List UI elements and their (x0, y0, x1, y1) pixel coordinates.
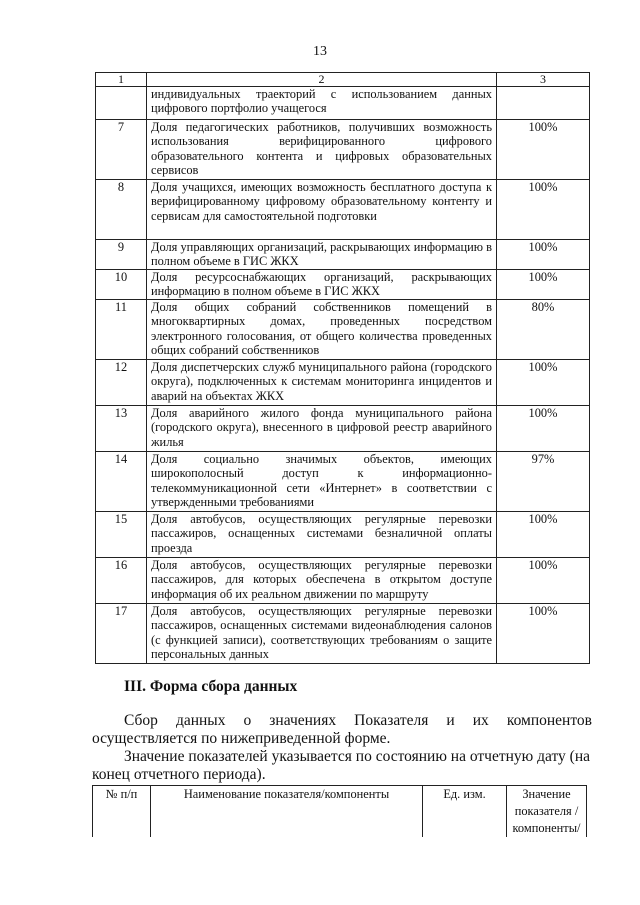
row-text: Доля педагогических работников, получивших возможность использования верифицированного цифрового образовательного контента и цифровых образовательных сервисов (147, 120, 497, 180)
table-row (96, 558, 590, 604)
row-number: 16 (96, 558, 147, 604)
row-value: 100% (497, 240, 590, 270)
row-number: 17 (96, 604, 147, 664)
form-header-number: № п/п (93, 786, 151, 838)
form-header-name: Наименование показателя/компоненты (151, 786, 423, 838)
header-col-1: 1 (96, 73, 147, 87)
row-text: Доля социально значимых объектов, имеющих широкополосный доступ к информационно-телекоммуникационной сети «Интернет» в соответствии с утвержденными требованиями (147, 452, 497, 512)
row-number: 10 (96, 270, 147, 300)
row-number: 13 (96, 406, 147, 452)
row-number (96, 87, 147, 120)
page-number: 13 (313, 44, 327, 59)
row-value: 100% (497, 512, 590, 558)
table-row (96, 360, 590, 406)
row-text: Доля автобусов, осуществляющих регулярные перевозки пассажиров, для которых обеспечена в открытом доступе информация об их реальном движении по маршруту (147, 558, 497, 604)
row-number: 12 (96, 360, 147, 406)
row-number: 11 (96, 300, 147, 360)
row-value: 100% (497, 558, 590, 604)
row-text: Доля автобусов, осуществляющих регулярные перевозки пассажиров, оснащенных системами видеонаблюдения салонов (с функцией записи), соответствующих требованиям о защите персональных данных (147, 604, 497, 664)
table-header-row (96, 73, 590, 87)
section-title: III. Форма сбора данных (124, 678, 298, 695)
form-header-value: Значение показателя /компоненты/ (507, 786, 587, 838)
paragraph-reporting-date: Значение показателей указывается по состоянию на отчетную дату (на конец отчетного периода). (92, 748, 591, 783)
row-value: 100% (497, 360, 590, 406)
header-col-3: 3 (497, 73, 590, 87)
row-number: 14 (96, 452, 147, 512)
row-text: Доля автобусов, осуществляющих регулярные перевозки пассажиров, оснащенных системами безналичной оплаты проезда (147, 512, 497, 558)
table-row (96, 452, 590, 512)
row-value: 100% (497, 180, 590, 240)
row-value: 100% (497, 604, 590, 664)
table-row (96, 300, 590, 360)
indicators-table (95, 72, 590, 664)
form-header-row (93, 786, 587, 838)
table-row (96, 604, 590, 664)
row-value (497, 87, 590, 120)
form-header-unit: Ед. изм. (423, 786, 507, 838)
row-text: индивидуальных траекторий с использованием данных цифрового портфолио учащегося (147, 87, 497, 120)
row-number: 7 (96, 120, 147, 180)
row-text: Доля учащихся, имеющих возможность бесплатного доступа к верифицированному цифровому образовательному контенту и сервисам для самостоятельной подготовки (147, 180, 497, 240)
row-text: Доля ресурсоснабжающих организаций, раскрывающих информацию в полном объеме в ГИС ЖКХ (147, 270, 497, 300)
table-row (96, 240, 590, 270)
row-text: Доля общих собраний собственников помещений в многоквартирных домах, проведенных посредством электронного голосования, от общего количества проведенных общих собраний собственников (147, 300, 497, 360)
row-text: Доля аварийного жилого фонда муниципального района (городского округа), внесенного в цифровой реестр аварийного жилья (147, 406, 497, 452)
table-row (96, 120, 590, 180)
row-value: 100% (497, 270, 590, 300)
row-value: 80% (497, 300, 590, 360)
row-text: Доля диспетчерских служб муниципального района (городского округа), подключенных к системам мониторинга инцидентов и аварий на объектах ЖКХ (147, 360, 497, 406)
table-row (96, 87, 590, 120)
table-row (96, 180, 590, 240)
row-number: 9 (96, 240, 147, 270)
row-value: 100% (497, 406, 590, 452)
table-row (96, 406, 590, 452)
row-text: Доля управляющих организаций, раскрывающих информацию в полном объеме в ГИС ЖКХ (147, 240, 497, 270)
row-value: 97% (497, 452, 590, 512)
table-row (96, 512, 590, 558)
header-col-2: 2 (147, 73, 497, 87)
row-number: 8 (96, 180, 147, 240)
data-collection-form-table (92, 785, 587, 837)
table-row (96, 270, 590, 300)
row-number: 15 (96, 512, 147, 558)
row-value: 100% (497, 120, 590, 180)
paragraph-data-collection: Сбор данных о значениях Показателя и их компонентов осуществляется по нижеприведенной форме. (92, 712, 592, 747)
